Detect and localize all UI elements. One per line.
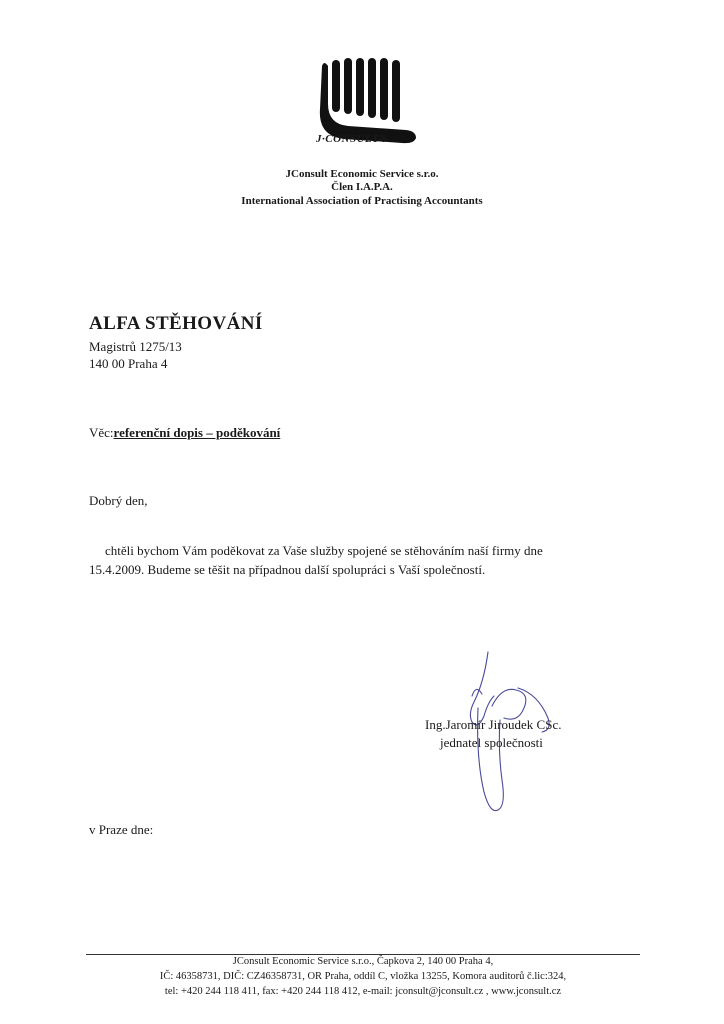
- recipient-street: Magistrů 1275/13: [89, 339, 182, 354]
- footer-registration: IČ: 46358731, DIČ: CZ46358731, OR Praha, oddíl C, vložka 13255, Komora auditorů č.lic:324,: [159, 971, 567, 982]
- subject-line: [89, 425, 280, 441]
- subject-value: referenční dopis – poděkování: [113, 425, 281, 440]
- greeting: Dobrý den,: [89, 493, 148, 508]
- association-name: International Association of Practising Accountants: [241, 195, 483, 207]
- membership-line: Člen I.A.P.A.: [331, 181, 393, 193]
- signatory-role: jednatel společnosti: [440, 735, 543, 750]
- footer-divider: [86, 954, 640, 955]
- recipient-city: 140 00 Praha 4: [89, 356, 168, 371]
- company-name: JConsult Economic Service s.r.o.: [285, 168, 439, 180]
- logo-wordmark: J·CONSULT®: [316, 133, 388, 145]
- subject-label: Věc:: [89, 425, 114, 440]
- signatory-name: Ing.Jaromír Jiroudek CSc.: [425, 717, 562, 732]
- body-line-2: 15.4.2009. Budeme se těšit na případnou další spolupráci s Vaší společností.: [89, 562, 486, 577]
- place-date: v Praze dne:: [89, 822, 154, 837]
- handwritten-signature: [448, 648, 568, 818]
- footer-contacts: tel: +420 244 118 411, fax: +420 244 118 412, e-mail: jconsult@jconsult.cz , www.jconsult.cz: [164, 986, 562, 997]
- recipient-name: ALFA STĚHOVÁNÍ: [89, 313, 263, 334]
- footer-address: JConsult Economic Service s.r.o., Čapkova 2, 140 00 Praha 4,: [232, 956, 494, 967]
- body-line-1: chtěli bychom Vám poděkovat za Vaše služby spojené se stěhováním naší firmy dne: [105, 543, 543, 558]
